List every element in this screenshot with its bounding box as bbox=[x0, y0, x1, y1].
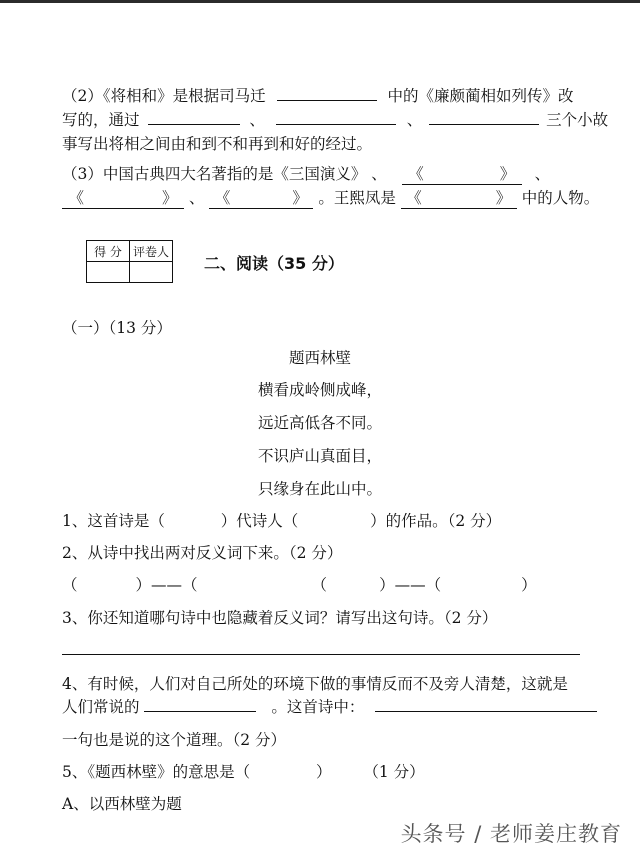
paren-open: （ bbox=[425, 576, 442, 594]
blank-story-3[interactable] bbox=[429, 110, 539, 125]
question-4-line2 bbox=[62, 697, 597, 717]
q1-text-a: 1、这首诗是（ bbox=[62, 512, 165, 530]
blank-classic-3[interactable] bbox=[62, 188, 184, 209]
q2-line1-end: 中的《廉颇蔺相如列传》改 bbox=[387, 87, 574, 105]
part-heading: （一）（13 分） bbox=[62, 319, 172, 337]
poem-line: 不识庐山真面目， bbox=[257, 447, 382, 465]
paren-close: ） bbox=[135, 576, 152, 594]
q4-text: 人们常说的 bbox=[62, 698, 140, 716]
question-1 bbox=[62, 511, 501, 531]
watermark: 头条号 / 老师姜庄教育 bbox=[400, 822, 622, 846]
blank-poem-line[interactable] bbox=[375, 697, 597, 712]
poem-title: 题西林壁 bbox=[288, 349, 351, 367]
q1-text-c: ）的作品。（2 分） bbox=[370, 512, 502, 530]
blank-classic-4[interactable] bbox=[209, 188, 313, 209]
q2-line1 bbox=[62, 86, 574, 106]
q2-line1-text: （2）《将相和》是根据司马迁 bbox=[62, 87, 266, 105]
q4-text-mid: 。这首诗中： bbox=[271, 698, 365, 716]
section-title: 二、阅读（35 分） bbox=[204, 254, 344, 273]
question-4-line1: 4、有时候，人们对自己所处的环境下做的事情反而不及旁人清楚，这就是 bbox=[62, 675, 568, 693]
q3-line1-text: （3）中国古典四大名著指的是《三国演义》 、 bbox=[62, 165, 387, 183]
bracket-open: 《 bbox=[68, 189, 84, 207]
q5-text: 5、《题西林壁》的意思是（ bbox=[62, 763, 251, 781]
bracket-open: 《 bbox=[214, 189, 231, 207]
bracket-close: 》 bbox=[499, 165, 516, 183]
paren-close: ） bbox=[316, 763, 332, 781]
question-2: 2、从诗中找出两对反义词下来。（2 分） bbox=[62, 544, 343, 562]
question-3: 3、你还知道哪句诗中也隐藏着反义词？请写出这句诗。（2 分） bbox=[62, 609, 498, 627]
bracket-close: 》 bbox=[162, 189, 178, 207]
q2-line2-end: 三个小故 bbox=[546, 111, 609, 129]
separator: 、 bbox=[249, 111, 265, 129]
q3-line2 bbox=[62, 188, 599, 209]
q2-line3: 事写出将相之间由和到不和再到和好的经过。 bbox=[62, 135, 373, 153]
paren-open: （ bbox=[182, 576, 198, 594]
blank-story-2[interactable] bbox=[276, 110, 396, 125]
answer-line[interactable] bbox=[62, 654, 580, 655]
q3-line2-text: 。王熙凤是 bbox=[318, 189, 396, 207]
paren-close: ） bbox=[379, 576, 395, 594]
bracket-close: 》 bbox=[292, 189, 308, 207]
antonym-pairs bbox=[62, 575, 537, 595]
score-table bbox=[86, 240, 173, 283]
question-5 bbox=[62, 762, 425, 782]
q2-line2 bbox=[62, 110, 608, 130]
paren-close: ） bbox=[521, 576, 537, 594]
blank-historical-work[interactable] bbox=[277, 86, 377, 101]
dash: —— bbox=[394, 576, 426, 594]
option-a[interactable]: A、以西林壁为题 bbox=[62, 795, 182, 813]
paren-open: （ bbox=[311, 576, 328, 594]
poem-line: 只缘身在此山中。 bbox=[257, 480, 382, 498]
bracket-open: 《 bbox=[408, 165, 424, 183]
q2-line2-text: 写的，通过 bbox=[62, 111, 140, 129]
separator: 、 bbox=[534, 165, 551, 183]
score-header: 得 分 bbox=[87, 241, 130, 262]
separator: 、 bbox=[188, 189, 205, 207]
bracket-close: 》 bbox=[495, 189, 512, 207]
dash: —— bbox=[151, 576, 183, 594]
poem-line: 横看成岭侧成峰， bbox=[257, 381, 382, 399]
score-cell[interactable] bbox=[87, 262, 130, 283]
grader-header: 评卷人 bbox=[130, 241, 173, 262]
q5-score: （1 分） bbox=[363, 763, 425, 781]
paren-open: （ bbox=[62, 576, 78, 594]
grader-cell[interactable] bbox=[130, 262, 173, 283]
blank-classic-2[interactable] bbox=[402, 164, 522, 185]
top-edge-bar bbox=[0, 0, 640, 3]
blank-wang-xifeng-book[interactable] bbox=[401, 188, 517, 209]
poem-line: 远近高低各不同。 bbox=[257, 414, 382, 432]
bracket-open: 《 bbox=[406, 189, 422, 207]
question-4-line3: 一句也是说的这个道理。（2 分） bbox=[62, 731, 287, 749]
blank-idiom[interactable] bbox=[144, 697, 256, 712]
blank-story-1[interactable] bbox=[148, 110, 240, 125]
separator: 、 bbox=[406, 111, 423, 129]
q1-text-b: ）代诗人（ bbox=[220, 512, 299, 530]
q3-line2-end: 中的人物。 bbox=[521, 189, 600, 207]
q3-line1 bbox=[62, 164, 550, 185]
